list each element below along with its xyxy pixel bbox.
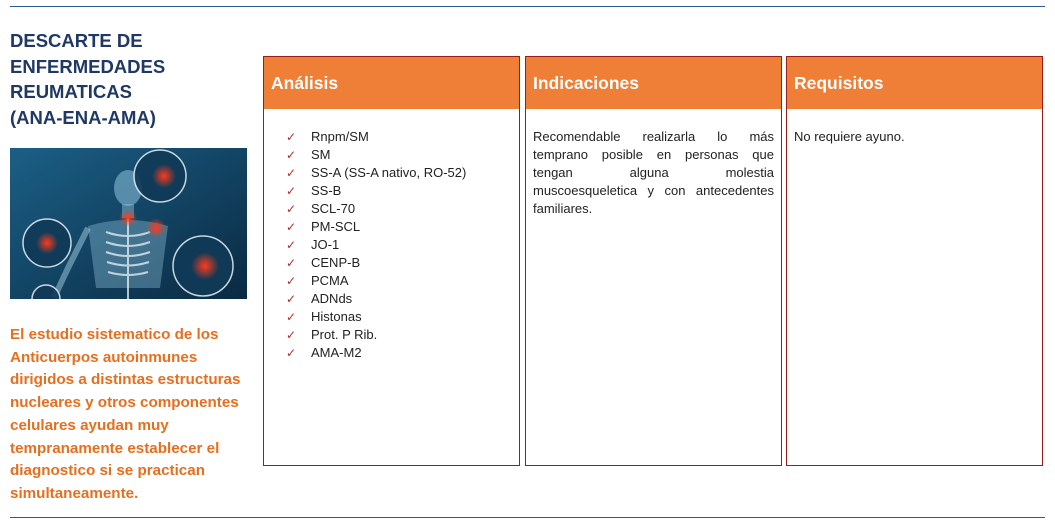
checkmark-icon: ✓ [286,346,297,360]
analysis-item [286,200,512,218]
analysis-item-label: PCMA [311,273,349,288]
analysis-item [286,218,512,236]
analysis-item-label: SS-B [311,183,342,198]
analysis-item [286,236,512,254]
analysis-item [286,290,512,308]
analysis-item [286,308,512,326]
analysis-item [286,128,512,146]
analysis-item [286,326,512,344]
page-title: DESCARTE DE ENFERMEDADES REUMATICAS (ANA-ENA-AMA) [10,30,166,128]
indications-card [525,56,782,466]
analysis-list [271,128,512,362]
study-description: El estudio sistematico de los Anticuerpos autoinmunes dirigidos a distintas estructuras nucleares y otros componentes celulares ayudan muy tempranamente establecer el diagnostico si se practican simultaneamente. [10,326,241,502]
requirements-header: Requisitos [787,57,1042,109]
analysis-item-label: JO-1 [311,237,340,252]
checkmark-icon: ✓ [286,148,297,162]
requirements-card [786,56,1043,466]
analysis-item-label: SS-A (SS-A nativo, RO-52) [311,165,467,180]
indications-header: Indicaciones [526,57,781,109]
analysis-item-label: SM [311,147,331,162]
bottom-divider [10,517,1045,518]
checkmark-icon: ✓ [286,184,297,198]
analysis-item-label: Prot. P Rib. [311,327,378,342]
top-divider [10,6,1045,7]
analysis-item [286,164,512,182]
checkmark-icon: ✓ [286,202,297,216]
requirements-text: No requiere ayuno. [794,129,905,144]
analysis-item-label: SCL-70 [311,201,356,216]
checkmark-icon: ✓ [286,328,297,342]
analysis-item [286,254,512,272]
analysis-item [286,344,512,362]
analysis-item [286,146,512,164]
analysis-item-label: CENP-B [311,255,361,270]
analysis-item-label: Histonas [311,309,362,324]
analysis-item-label: PM-SCL [311,219,361,234]
analysis-item [286,272,512,290]
skeleton-joints-image [10,148,247,299]
analysis-card [263,56,520,466]
checkmark-icon: ✓ [286,238,297,252]
checkmark-icon: ✓ [286,292,297,306]
checkmark-icon: ✓ [286,220,297,234]
checkmark-icon: ✓ [286,166,297,180]
checkmark-icon: ✓ [286,130,297,144]
checkmark-icon: ✓ [286,274,297,288]
analysis-item-label: AMA-M2 [311,345,362,360]
analysis-item-label: ADNds [311,291,353,306]
analysis-header: Análisis [264,57,519,109]
analysis-item [286,182,512,200]
checkmark-icon: ✓ [286,256,297,270]
analysis-item-label: Rnpm/SM [311,129,369,144]
indications-text: Recomendable realizarla lo más temprano posible en personas que tengan alguna molestia muscoesqueletica y con antecedentes familiares. [533,129,774,216]
checkmark-icon: ✓ [286,310,297,324]
